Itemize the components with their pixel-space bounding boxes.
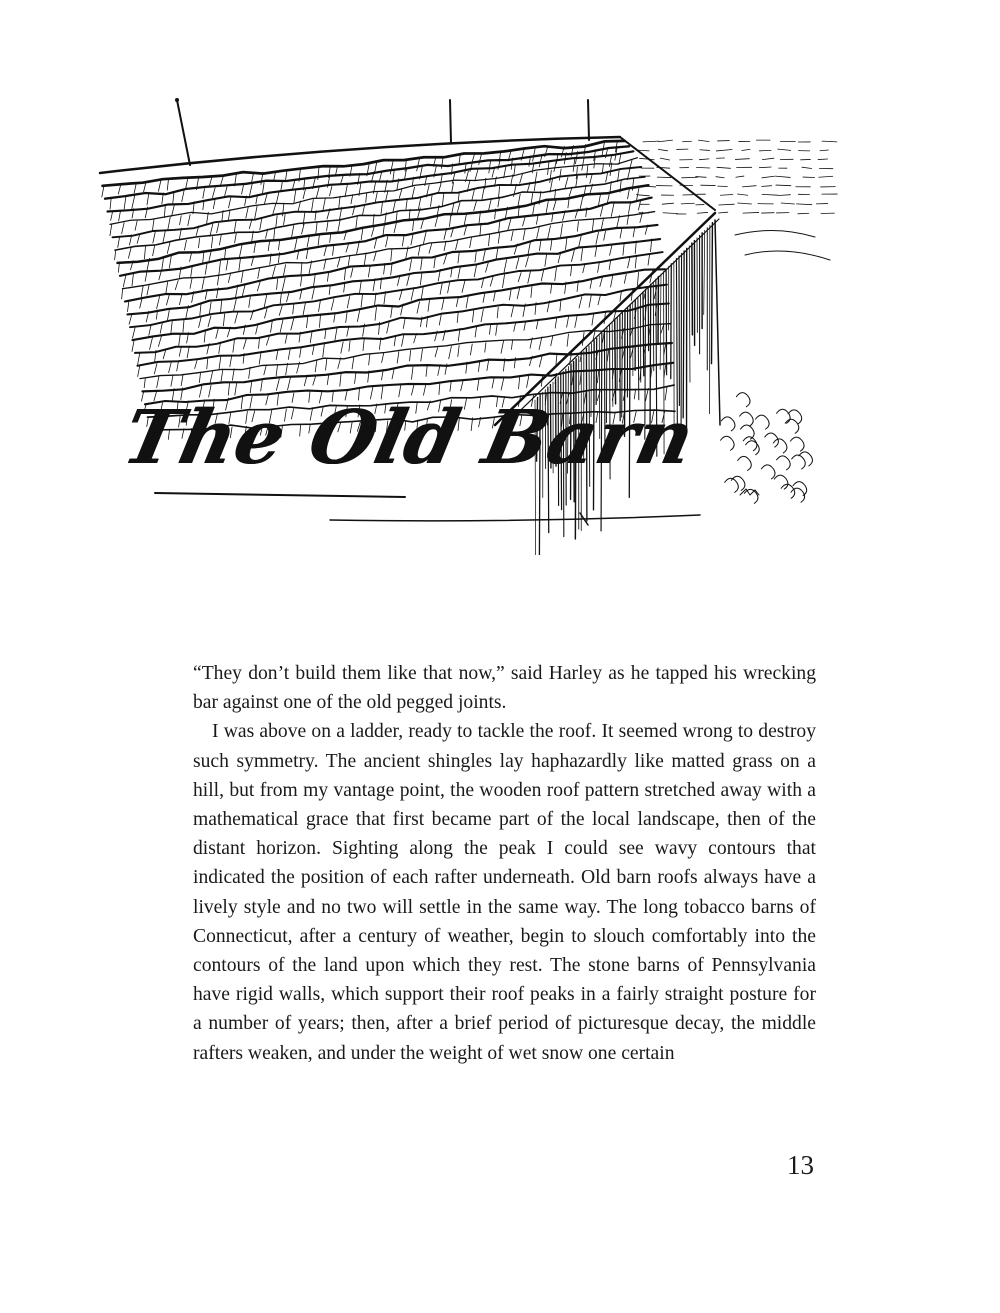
barn-roof-illustration [95,95,845,555]
chapter-title: The Old Barn [115,395,702,481]
paragraph: I was above on a ladder, ready to tackle the roof. It seemed wrong to destroy such symmetry. The ancient shingles lay haphazardly like matted grass on a hill, but from my vantage point, the wooden roof pattern stretched away with a mathematical grace that first became part of the local landscape, then of the distant horizon. Sighting along the peak I could see wavy contours that indicated the position of each rafter underneath. Old barn roofs always have a lively style and no two will settle in the same way. The long tobacco barns of Connecticut, after a century of weather, begin to slouch comfortably into the contours of the land upon which they rest. The stone barns of Pennsylvania have rigid walls, which support their roof peaks in a fairly straight posture for a number of years; then, after a brief period of picturesque decay, the middle rafters weaken, and under the weight of wet snow one certain [193,721,816,1064]
body-text [193,659,816,1068]
paragraph: “They don’t build them like that now,” said Harley as he tapped his wrecking bar against one of the old pegged joints. [193,663,816,714]
barn-roof-drawing [95,95,845,555]
page-number: 13 [787,1150,814,1180]
